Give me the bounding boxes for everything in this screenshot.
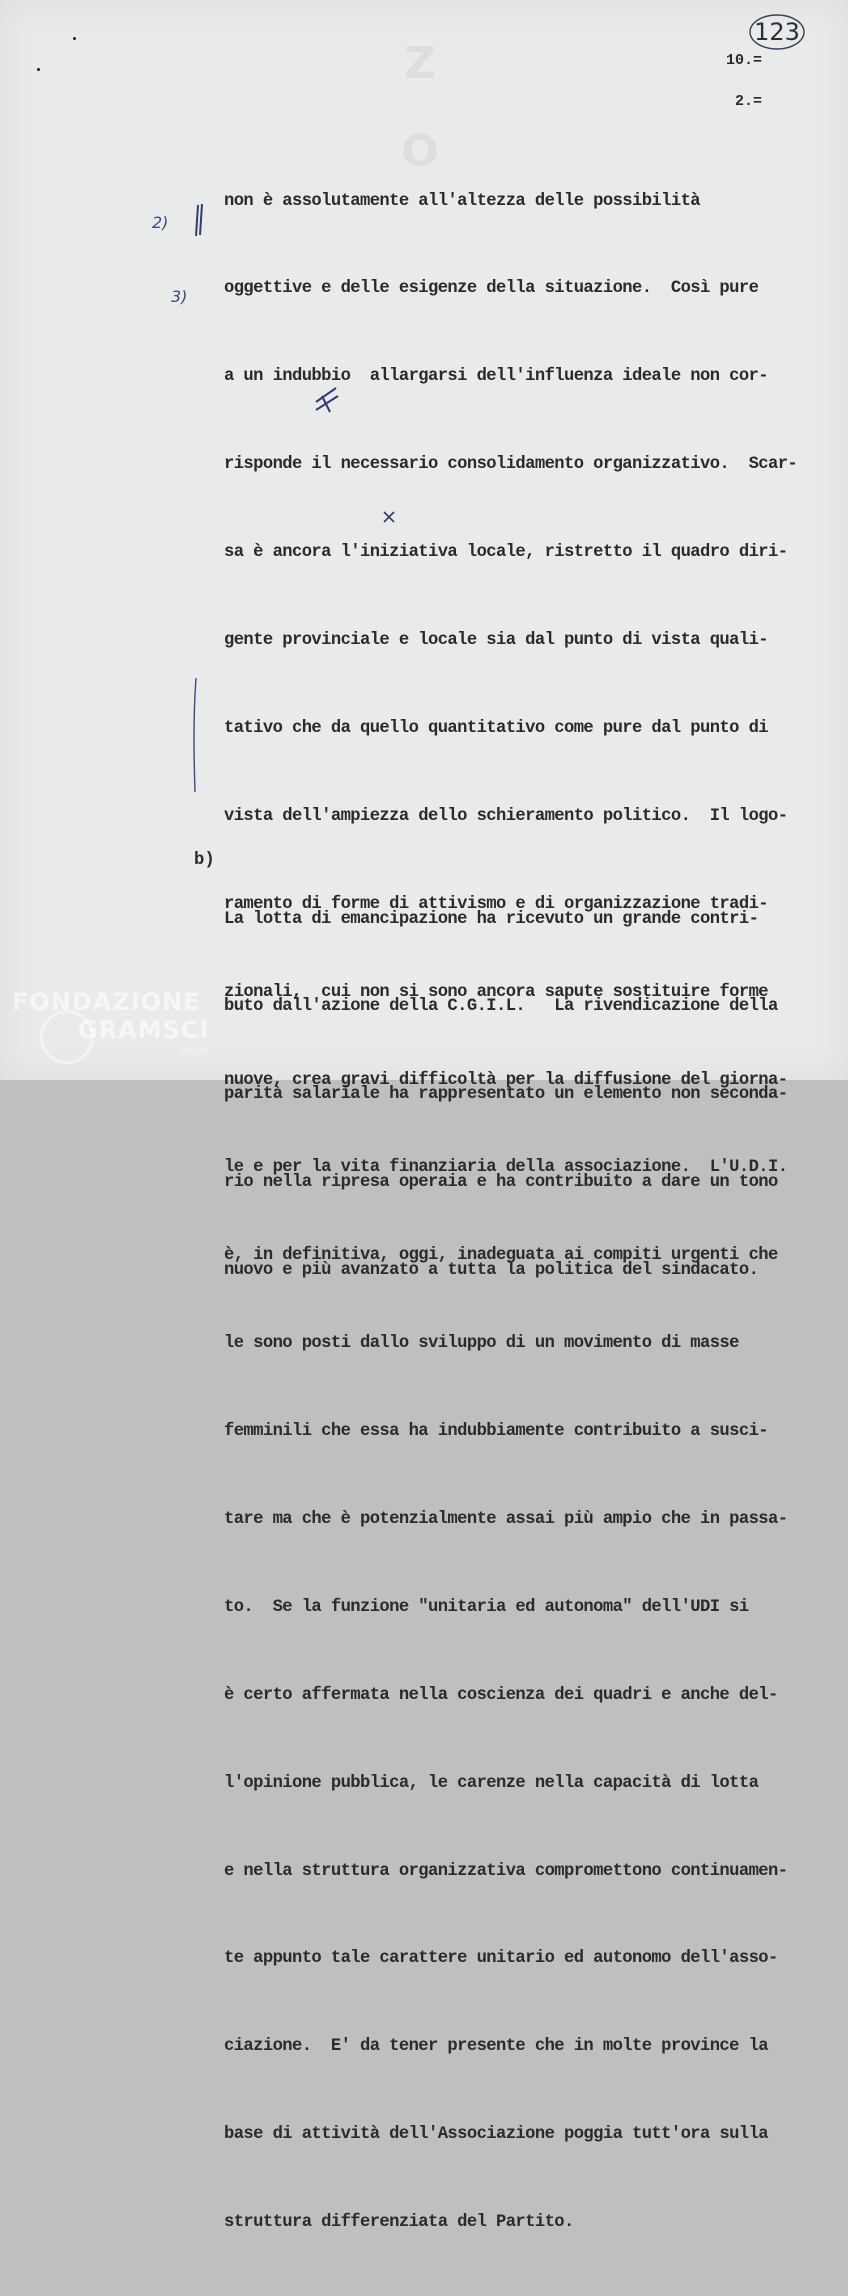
text-line: to. Se la funzione "unitaria ed autonoma" dell'UDI si: [224, 1597, 749, 1617]
text-line: zionali, cui non si sono ancora sapute sostituire forme: [224, 982, 768, 1002]
text-line: rio nella ripresa operaia e ha contribuito a dare un tono: [224, 1173, 778, 1193]
text-line: tativo che da quello quantitativo come pure dal punto di: [224, 718, 768, 738]
text-line: risponde il necessario consolidamento organizzativo. Scar-: [224, 455, 798, 475]
margin-note-3: 3): [171, 287, 188, 306]
margin-line-mark: [194, 678, 196, 792]
text-line: La lotta di emancipazione ha ricevuto un grande contri-: [224, 909, 759, 929]
section-b-marker: b): [194, 851, 215, 870]
double-bar-mark-icon: [196, 205, 198, 236]
logo-line-2: GRAMSCI: [78, 1016, 210, 1044]
fondazione-gramsci-logo: [12, 988, 212, 1068]
text-line: le sono posti dallo sviluppo di un movimento di masse: [224, 1334, 739, 1354]
text-line: ramento di forme di attivismo e di organizzazione tradi-: [224, 894, 768, 914]
text-line: le e per la vita finanziaria della associazione. L'U.D.I.: [224, 1158, 788, 1178]
double-bar-mark-icon: [200, 204, 202, 235]
text-line: è, in definitiva, oggi, inadeguata ai compiti urgenti che: [224, 1246, 778, 1266]
text-line: femminili che essa ha indubbiamente contribuito a susci-: [224, 1422, 768, 1442]
ink-speck: [37, 68, 40, 71]
text-line: vista dell'ampiezza dello schieramento politico. Il logo-: [224, 806, 788, 826]
text-line: te appunto tale carattere unitario ed autonomo dell'asso-: [224, 1949, 778, 1969]
text-line: gente provinciale e locale sia dal punto di vista quali-: [224, 631, 768, 651]
text-line: struttura differenziata del Partito.: [224, 2213, 574, 2233]
text-line: è certo affermata nella coscienza dei quadri e anche del-: [224, 1685, 778, 1705]
text-line: parità salariale ha rappresentato un elemento non seconda-: [224, 1085, 788, 1105]
ink-speck: [73, 37, 76, 40]
text-line: tare ma che è potenzialmente assai più ampio che in passa-: [224, 1509, 788, 1529]
text-line: nuovo e più avanzato a tutta la politica del sindacato.: [224, 1261, 759, 1281]
text-line: e nella struttura organizzativa compromettono continuamen-: [224, 1861, 788, 1881]
watermark-letters: Z O: [401, 38, 439, 177]
text-line: l'opinione pubblica, le carenze nella capacità di lotta: [224, 1773, 759, 1793]
text-line: ciazione. E' da tener presente che in molte province la: [224, 2037, 768, 2057]
page-number-line-1: 10.=: [726, 52, 763, 69]
text-line: buto dall'azione della C.G.I.L. La rivendicazione della: [224, 997, 778, 1017]
page-number-line-2: 2.=: [735, 93, 763, 110]
margin-note-2: 2): [152, 213, 169, 232]
section-b-paragraph: [224, 846, 787, 1344]
text-line: non è assolutamente all'altezza delle possibilità: [224, 191, 700, 211]
text-line: a un indubbio allargarsi dell'influenza ideale non cor-: [224, 367, 768, 387]
archive-number-stamp: [748, 12, 806, 52]
text-line: base di attività dell'Associazione poggia tutt'ora sulla: [224, 2125, 768, 2145]
logo-line-1: FONDAZIONE: [12, 988, 201, 1016]
text-line: sa è ancora l'iniziativa locale, ristretto il quadro diri-: [224, 543, 788, 563]
archive-number-text: 123: [754, 18, 800, 46]
text-line: oggettive e delle esigenze della situazione. Così pure: [224, 279, 759, 299]
logo-line-3: onlus: [180, 1046, 207, 1057]
text-line: nuove, crea gravi difficoltà per la diffusione del giorna-: [224, 1070, 788, 1090]
